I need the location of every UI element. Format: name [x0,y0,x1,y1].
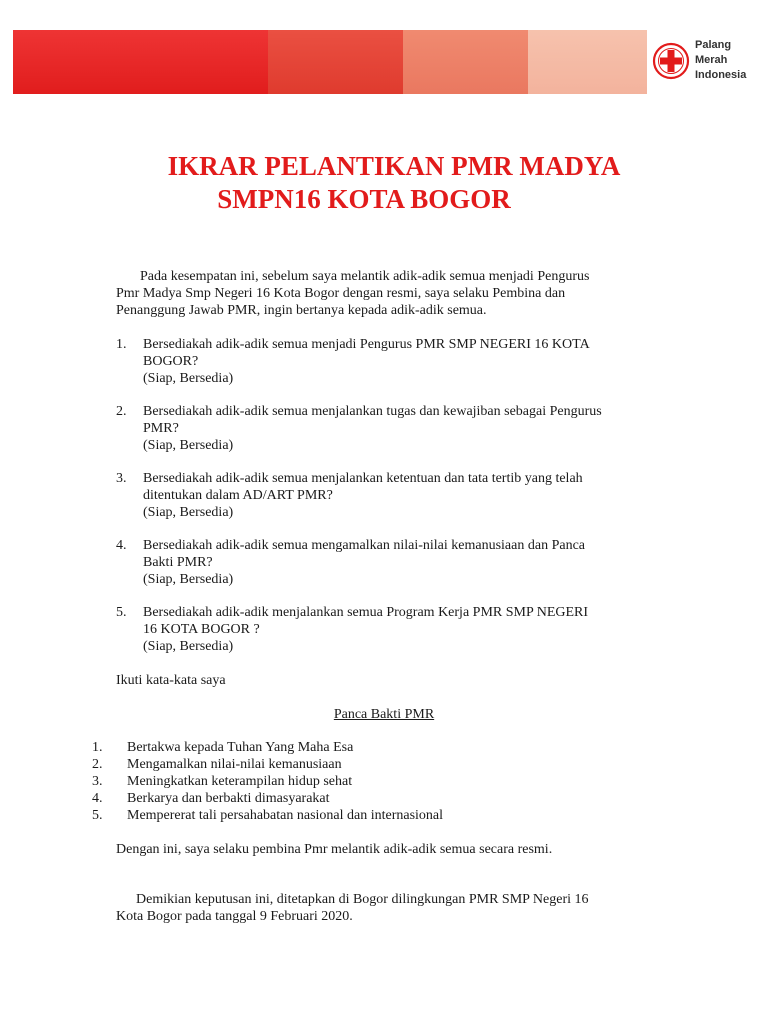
logo-line: Indonesia [695,69,747,81]
question-item [143,470,583,521]
closing-statement: Dengan ini, saya selaku pembina Pmr melantik adik-adik semua secara resmi. [116,842,553,857]
question-item [143,403,602,454]
question-number: 5. [116,605,127,620]
document-title-line2: SMPN16 KOTA BOGOR [217,184,511,214]
question-number: 2. [116,404,127,419]
logo-wordmark [695,38,746,83]
question-number: 4. [116,538,127,553]
question-answer: (Siap, Bersedia) [143,371,234,386]
panca-bakti-heading [0,706,768,723]
question-line: Bakti PMR? [143,555,213,570]
question-number: 3. [116,471,127,486]
question-item [143,604,588,655]
final-paragraph [116,891,589,925]
question-line: ditentukan dalam AD/ART PMR? [143,488,333,503]
question-line: Bersediakah adik-adik semua mengamalkan nilai-nilai kemanusiaan dan Panca [143,538,586,553]
panca-item: Mengamalkan nilai-nilai kemanusiaan [127,757,342,772]
question-item [143,336,590,387]
panca-item: Berkarya dan berbakti dimasyarakat [127,791,330,806]
question-answer: (Siap, Bersedia) [143,505,234,520]
logo-line: Merah [695,54,728,66]
intro-line: Pmr Madya Smp Negeri 16 Kota Bogor dengan resmi, saya selaku Pembina dan [116,286,566,301]
red-cross-icon [652,42,690,80]
final-line: Demikian keputusan ini, ditetapkan di Bogor dilingkungan PMR SMP Negeri 16 [136,892,589,907]
logo-line: Palang [695,39,732,51]
question-item [143,537,585,588]
panca-number: 2. [92,757,103,772]
question-number: 1. [116,337,127,352]
document-title-line1: IKRAR PELANTIKAN PMR MADYA [167,151,621,181]
intro-paragraph [116,268,589,319]
panca-number: 1. [92,740,103,755]
panca-item: Meningkatkan keterampilan hidup sehat [127,774,353,789]
panca-number: 3. [92,774,103,789]
final-line: Kota Bogor pada tanggal 9 Februari 2020. [116,909,353,924]
intro-line: Pada kesempatan ini, sebelum saya melantik adik-adik semua menjadi Pengurus [140,269,590,284]
panca-item: Bertakwa kepada Tuhan Yang Maha Esa [127,740,354,755]
follow-instruction: Ikuti kata-kata saya [116,673,226,688]
panca-bakti-heading-text: Panca Bakti PMR [333,707,435,722]
panca-number: 4. [92,791,103,806]
question-line: PMR? [143,421,179,436]
question-line: Bersediakah adik-adik menjalankan semua Program Kerja PMR SMP NEGERI [143,605,589,620]
question-line: 16 KOTA BOGOR ? [143,622,260,637]
question-answer: (Siap, Bersedia) [143,572,234,587]
banner-segment [13,30,268,94]
question-line: Bersediakah adik-adik semua menjalankan ketentuan dan tata tertib yang telah [143,471,583,486]
header-banner [13,30,647,94]
question-answer: (Siap, Bersedia) [143,639,234,654]
panca-number: 5. [92,808,103,823]
question-answer: (Siap, Bersedia) [143,438,234,453]
intro-line: Penanggung Jawab PMR, ingin bertanya kepada adik-adik semua. [116,303,487,318]
question-line: BOGOR? [143,354,199,369]
question-line: Bersediakah adik-adik semua menjalankan tugas dan kewajiban sebagai Pengurus [143,404,602,419]
banner-segment [403,30,528,94]
banner-segment [268,30,403,94]
question-line: Bersediakah adik-adik semua menjadi Pengurus PMR SMP NEGERI 16 KOTA [143,337,590,352]
pmi-logo [652,36,762,88]
banner-segment [528,30,647,94]
panca-item: Mempererat tali persahabatan nasional dan internasional [127,808,444,823]
